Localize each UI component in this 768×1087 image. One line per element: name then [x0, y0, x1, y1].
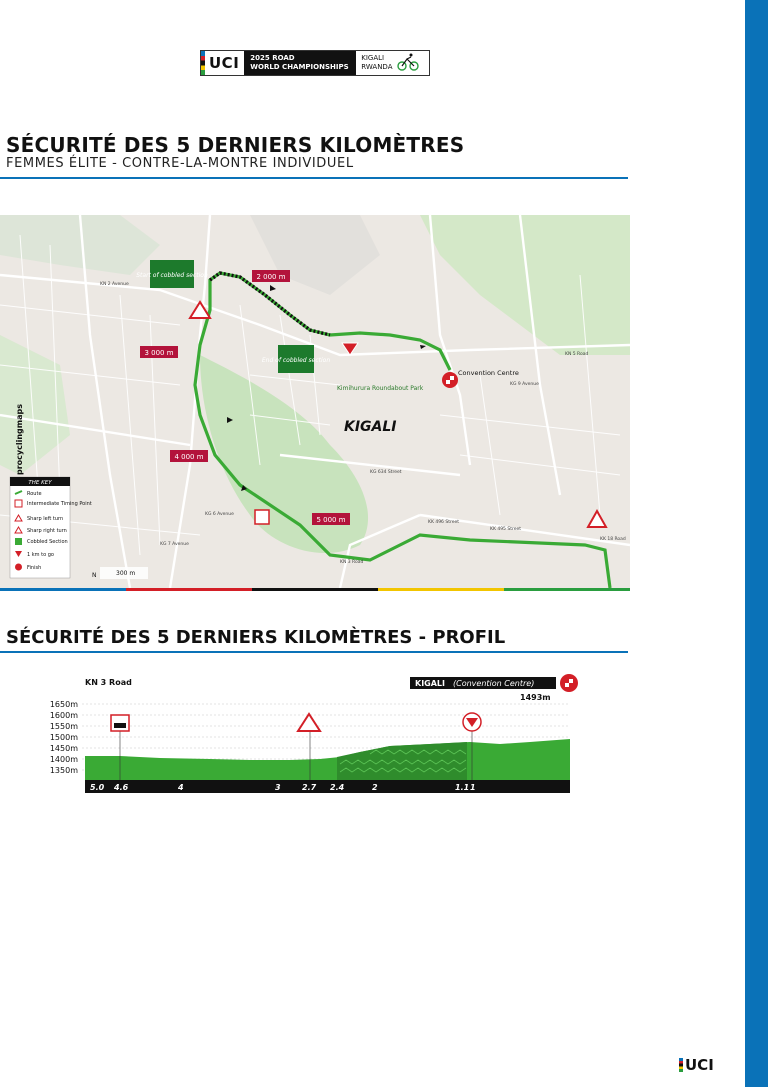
profile-start-label: KN 3 Road — [85, 678, 132, 687]
svg-text:1 km to go: 1 km to go — [27, 552, 54, 558]
svg-text:Intermediate Timing Point: Intermediate Timing Point — [27, 501, 92, 507]
svg-text:1: 1 — [470, 783, 476, 792]
svg-text:1450m: 1450m — [49, 744, 78, 753]
color-strip — [0, 588, 630, 591]
svg-text:KN 2 Avenue: KN 2 Avenue — [100, 282, 129, 287]
svg-text:Sharp left turn: Sharp left turn — [27, 516, 64, 522]
marker-2000: 2 000 m — [256, 273, 286, 281]
km-axis — [85, 780, 570, 793]
profile-finish-elevation: 1493m — [520, 693, 551, 702]
svg-text:Finish: Finish — [27, 565, 42, 571]
svg-text:3: 3 — [275, 783, 281, 792]
procyclingmaps-brand: procyclingmaps — [15, 404, 24, 475]
park-label: Kimihurura Roundabout Park — [337, 385, 424, 392]
finish-icon — [560, 674, 578, 692]
svg-text:2: 2 — [372, 783, 378, 792]
route-map — [0, 215, 630, 588]
profile-one-km-icon — [463, 713, 481, 731]
svg-text:KK 495 Street: KK 495 Street — [490, 527, 522, 532]
marker-3000: 3 000 m — [144, 349, 174, 357]
svg-text:KG 7 Avenue: KG 7 Avenue — [160, 542, 189, 547]
svg-text:KN 3 Road: KN 3 Road — [340, 560, 364, 565]
event-name: 2025 ROAD WORLD CHAMPIONSHIPS — [244, 51, 356, 75]
svg-text:KN 5 Road: KN 5 Road — [565, 352, 589, 357]
svg-text:Cobbled Section: Cobbled Section — [27, 539, 68, 545]
svg-text:1.1: 1.1 — [455, 783, 470, 792]
svg-text:1600m: 1600m — [49, 711, 78, 720]
svg-text:5.0: 5.0 — [90, 783, 105, 792]
section2-rule — [0, 651, 628, 653]
section1-title: SÉCURITÉ DES 5 DERNIERS KILOMÈTRES — [6, 133, 465, 157]
svg-text:THE KEY: THE KEY — [28, 480, 52, 486]
timing-point-detail — [114, 723, 126, 728]
svg-text:1500m: 1500m — [49, 733, 78, 742]
event-city: KIGALI RWANDA — [361, 54, 393, 71]
map-city-label: KIGALI — [344, 419, 397, 435]
svg-text:1650m: 1650m — [49, 700, 78, 709]
marker-4000: 4 000 m — [174, 453, 204, 461]
svg-text:Route: Route — [27, 491, 42, 497]
uci-logo: UCI — [209, 54, 240, 72]
svg-text:1550m: 1550m — [49, 722, 78, 731]
svg-text:4: 4 — [178, 783, 184, 792]
svg-text:4.6: 4.6 — [114, 783, 129, 792]
start-cobbled-label: Start of cobbled section — [136, 272, 208, 279]
footer-rainbow — [679, 1058, 683, 1072]
profile-finish-sub: (Convention Centre) — [453, 679, 535, 688]
svg-text:KK 496 Street: KK 496 Street — [428, 520, 460, 525]
marker-5000: 5 000 m — [316, 516, 346, 524]
svg-text:2.4: 2.4 — [330, 783, 345, 792]
svg-text:2.7: 2.7 — [302, 783, 317, 792]
convention-label: Convention Centre — [458, 369, 519, 377]
section1-subtitle: FEMMES ÉLITE - CONTRE-LA-MONTRE INDIVIDUEL — [6, 156, 354, 171]
section2-title: SÉCURITÉ DES 5 DERNIERS KILOMÈTRES - PROFIL — [6, 627, 506, 648]
svg-text:1350m: 1350m — [49, 766, 78, 775]
timing-point-icon — [255, 510, 269, 524]
uci-footer-logo: UCI — [679, 1056, 714, 1074]
svg-text:Sharp right turn: Sharp right turn — [27, 528, 67, 534]
scale-label: 300 m — [116, 570, 136, 577]
right-brand-bar — [745, 0, 768, 1087]
svg-text:KK 18 Road: KK 18 Road — [600, 537, 626, 542]
svg-text:KG 634 Street: KG 634 Street — [370, 470, 402, 475]
svg-text:KG 6 Avenue: KG 6 Avenue — [205, 512, 234, 517]
north-arrow: N — [92, 572, 97, 579]
elevation-profile — [30, 668, 590, 798]
svg-text:1400m: 1400m — [49, 755, 78, 764]
finish-icon — [442, 372, 458, 388]
profile-finish-label: KIGALI — [415, 679, 446, 688]
section1-rule — [0, 177, 628, 179]
svg-text:KG 9 Avenue: KG 9 Avenue — [510, 382, 539, 387]
end-cobbled-label: End of cobbled section — [261, 357, 331, 364]
uci-event-badge — [200, 50, 430, 76]
y-axis-labels — [50, 700, 78, 775]
cyclist-icon — [397, 52, 419, 72]
profile-area — [85, 739, 570, 780]
profile-sharp-turn-icon — [298, 714, 320, 731]
